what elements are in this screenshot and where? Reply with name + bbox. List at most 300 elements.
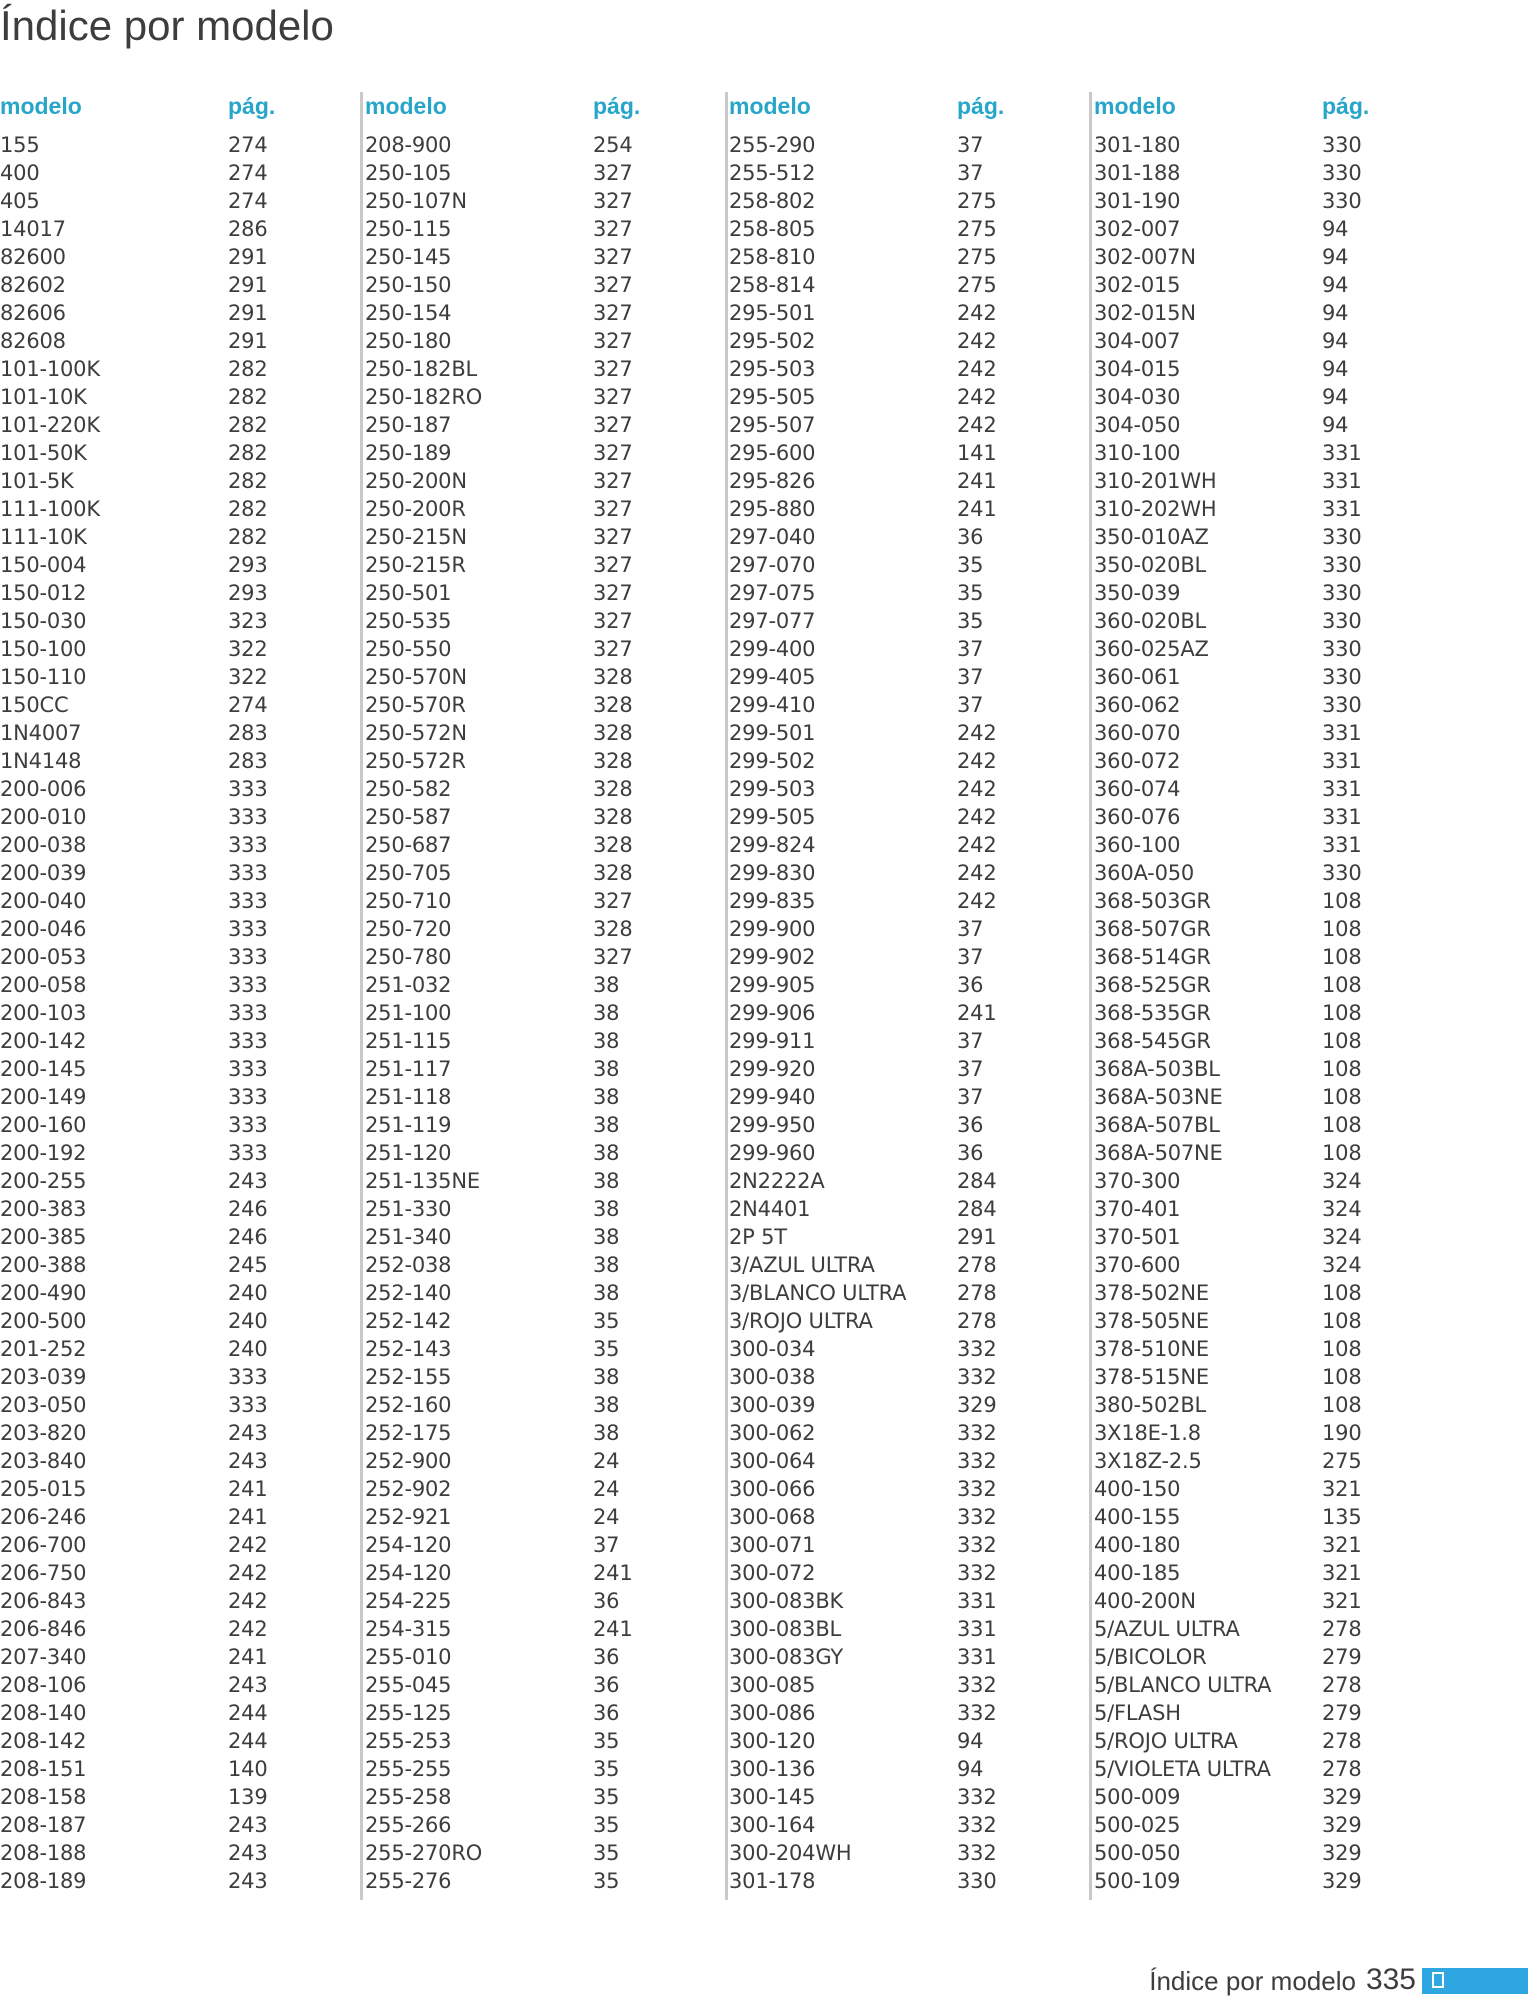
page-ref: 332 (957, 1673, 997, 1697)
page-ref: 330 (1322, 133, 1362, 157)
page-ref: 286 (228, 217, 268, 241)
model-code: 200-053 (0, 945, 87, 969)
index-row (1094, 383, 1454, 411)
index-row (729, 327, 1089, 355)
page-ref: 245 (228, 1253, 268, 1277)
index-row (1094, 271, 1454, 299)
page-ref: 333 (228, 1001, 268, 1025)
page-ref: 37 (957, 1057, 984, 1081)
model-code: 251-115 (365, 1029, 452, 1053)
page-ref: 241 (593, 1617, 633, 1641)
index-row (0, 1139, 360, 1167)
page-ref: 108 (1322, 1057, 1362, 1081)
model-code: 150CC (0, 693, 69, 717)
model-code: 300-068 (729, 1505, 816, 1529)
index-row (0, 1559, 360, 1587)
page-ref: 332 (957, 1785, 997, 1809)
index-row (1094, 551, 1454, 579)
model-code: 208-151 (0, 1757, 87, 1781)
model-code: 250-570R (365, 693, 466, 717)
page-ref: 94 (957, 1729, 984, 1753)
index-row (729, 355, 1089, 383)
index-row (365, 1307, 725, 1335)
model-code: 360-062 (1094, 693, 1181, 717)
index-row (1094, 1531, 1454, 1559)
index-row (0, 1335, 360, 1363)
page-ref: 331 (1322, 721, 1362, 745)
page-ref: 328 (593, 665, 633, 689)
page-ref: 332 (957, 1841, 997, 1865)
page-ref: 108 (1322, 1141, 1362, 1165)
model-code: 250-215N (365, 525, 467, 549)
index-row (365, 1867, 725, 1895)
page-ref: 327 (593, 945, 633, 969)
page-ref: 333 (228, 1085, 268, 1109)
model-code: 300-145 (729, 1785, 816, 1809)
index-row (0, 1083, 360, 1111)
page-ref: 321 (1322, 1589, 1362, 1613)
model-code: 101-100K (0, 357, 100, 381)
index-row (365, 831, 725, 859)
page-ref: 327 (593, 189, 633, 213)
page-ref: 141 (957, 441, 997, 465)
model-code: 14017 (0, 217, 66, 241)
page-ref: 327 (593, 301, 633, 325)
index-row (365, 1027, 725, 1055)
index-row (1094, 1419, 1454, 1447)
model-code: 111-10K (0, 525, 87, 549)
index-row (0, 355, 360, 383)
model-code: 400 (0, 161, 40, 185)
page-ref: 332 (957, 1421, 997, 1445)
index-row (1094, 607, 1454, 635)
model-code: 368A-507BL (1094, 1113, 1220, 1137)
page-ref: 242 (957, 833, 997, 857)
page-ref: 242 (957, 861, 997, 885)
index-row (0, 1419, 360, 1447)
page-ref: 329 (1322, 1841, 1362, 1865)
model-code: 400-200N (1094, 1589, 1196, 1613)
index-row (729, 1223, 1089, 1251)
model-code: 300-072 (729, 1561, 816, 1585)
page-ref: 108 (1322, 917, 1362, 941)
index-row (1094, 635, 1454, 663)
index-row (1094, 887, 1454, 915)
page-ref: 38 (593, 1421, 620, 1445)
index-row (729, 159, 1089, 187)
model-code: 400-155 (1094, 1505, 1181, 1529)
index-row (365, 663, 725, 691)
index-row (0, 411, 360, 439)
model-code: 255-255 (365, 1757, 452, 1781)
index-row (365, 887, 725, 915)
page-ref: 333 (228, 1365, 268, 1389)
page-ref: 275 (1322, 1449, 1362, 1473)
model-code: 205-015 (0, 1477, 87, 1501)
index-row (0, 1727, 360, 1755)
model-code: 297-070 (729, 553, 816, 577)
index-row (365, 1111, 725, 1139)
index-row (365, 467, 725, 495)
model-code: 254-120 (365, 1533, 452, 1557)
model-code: 295-826 (729, 469, 816, 493)
page-ref: 282 (228, 413, 268, 437)
index-row (1094, 1363, 1454, 1391)
index-row (0, 187, 360, 215)
index-row (0, 831, 360, 859)
page-ref: 243 (228, 1169, 268, 1193)
index-row (1094, 1279, 1454, 1307)
model-code: 252-155 (365, 1365, 452, 1389)
model-code: 251-340 (365, 1225, 452, 1249)
index-row (0, 1867, 360, 1895)
page-ref: 108 (1322, 889, 1362, 913)
page-ref: 330 (1322, 693, 1362, 717)
page-ref: 38 (593, 1057, 620, 1081)
index-row (0, 1475, 360, 1503)
page-ref: 243 (228, 1421, 268, 1445)
model-code: 310-202WH (1094, 497, 1217, 521)
model-code: 251-135NE (365, 1169, 480, 1193)
page-ref: 282 (228, 441, 268, 465)
index-row (729, 1839, 1089, 1867)
index-row (1094, 1027, 1454, 1055)
index-row (1094, 1083, 1454, 1111)
index-row (365, 691, 725, 719)
page-ref: 332 (957, 1701, 997, 1725)
page-ref: 330 (1322, 861, 1362, 885)
model-code: 255-512 (729, 161, 816, 185)
page-ref: 284 (957, 1169, 997, 1193)
page-ref: 324 (1322, 1169, 1362, 1193)
model-code: 2N2222A (729, 1169, 825, 1193)
model-code: 2P 5T (729, 1225, 787, 1249)
model-code: 299-900 (729, 917, 816, 941)
page-ref: 38 (593, 973, 620, 997)
page-ref: 94 (1322, 245, 1349, 269)
index-row (1094, 1307, 1454, 1335)
page-ref: 331 (1322, 441, 1362, 465)
index-row (729, 1111, 1089, 1139)
model-code: 255-010 (365, 1645, 452, 1669)
index-row (729, 1419, 1089, 1447)
index-row (0, 943, 360, 971)
model-code: 295-507 (729, 413, 816, 437)
index-column (0, 92, 363, 1900)
index-row (0, 1111, 360, 1139)
page-ref: 278 (1322, 1617, 1362, 1641)
page-ref: 36 (957, 973, 984, 997)
header-model: modelo (1094, 93, 1176, 119)
page-ref: 35 (957, 609, 984, 633)
model-code: 295-501 (729, 301, 816, 325)
index-list (0, 131, 360, 1895)
model-code: 360-074 (1094, 777, 1181, 801)
index-row (0, 1195, 360, 1223)
page-ref: 333 (228, 973, 268, 997)
index-row (1094, 1783, 1454, 1811)
model-code: 250-187 (365, 413, 452, 437)
page-ref: 329 (1322, 1813, 1362, 1837)
page-ref: 333 (228, 1141, 268, 1165)
index-row (365, 383, 725, 411)
column-header (365, 92, 725, 120)
page-ref: 242 (228, 1561, 268, 1585)
model-code: 258-802 (729, 189, 816, 213)
index-row (729, 1559, 1089, 1587)
page-ref: 327 (593, 245, 633, 269)
index-row (1094, 943, 1454, 971)
page-ref: 327 (593, 385, 633, 409)
model-code: 1N4007 (0, 721, 82, 745)
index-row (1094, 1587, 1454, 1615)
index-row (1094, 1839, 1454, 1867)
page-ref: 327 (593, 889, 633, 913)
index-row (365, 495, 725, 523)
model-code: 206-750 (0, 1561, 87, 1585)
model-code: 299-400 (729, 637, 816, 661)
footer-section-tab (1422, 1968, 1528, 1994)
page-ref: 328 (593, 917, 633, 941)
model-code: 250-687 (365, 833, 452, 857)
page-ref: 331 (1322, 777, 1362, 801)
page-ref: 282 (228, 525, 268, 549)
page-ref: 242 (228, 1617, 268, 1641)
index-row (729, 1083, 1089, 1111)
page-ref: 333 (228, 889, 268, 913)
page-ref: 275 (957, 189, 997, 213)
page-ref: 241 (957, 469, 997, 493)
model-code: 250-535 (365, 609, 452, 633)
model-code: 200-149 (0, 1085, 87, 1109)
index-row (365, 355, 725, 383)
model-code: 300-064 (729, 1449, 816, 1473)
index-row (1094, 1811, 1454, 1839)
page-ref: 242 (957, 889, 997, 913)
page-ref: 330 (1322, 189, 1362, 213)
index-row (729, 1027, 1089, 1055)
page-ref: 329 (957, 1393, 997, 1417)
page-ref: 36 (957, 1113, 984, 1137)
index-row (365, 943, 725, 971)
page-ref: 332 (957, 1449, 997, 1473)
page-ref: 333 (228, 1029, 268, 1053)
page-ref: 324 (1322, 1197, 1362, 1221)
model-code: 300-136 (729, 1757, 816, 1781)
model-code: 258-805 (729, 217, 816, 241)
page-ref: 328 (593, 805, 633, 829)
page-ref: 38 (593, 1197, 620, 1221)
index-row (729, 1055, 1089, 1083)
model-code: 200-388 (0, 1253, 87, 1277)
index-row (365, 1559, 725, 1587)
model-code: 200-010 (0, 805, 87, 829)
index-row (729, 691, 1089, 719)
page-ref: 243 (228, 1841, 268, 1865)
model-code: 368-525GR (1094, 973, 1211, 997)
page-ref: 322 (228, 637, 268, 661)
model-code: 208-158 (0, 1785, 87, 1809)
index-row (1094, 467, 1454, 495)
index-row (365, 1783, 725, 1811)
page-ref: 38 (593, 1365, 620, 1389)
model-code: 5/BICOLOR (1094, 1645, 1207, 1669)
index-row (0, 1447, 360, 1475)
index-row (1094, 327, 1454, 355)
page-ref: 35 (593, 1869, 620, 1893)
model-code: 304-007 (1094, 329, 1181, 353)
index-row (0, 859, 360, 887)
header-page: pág. (957, 93, 1005, 119)
page-ref: 37 (957, 665, 984, 689)
model-code: 301-190 (1094, 189, 1181, 213)
page-ref: 242 (957, 301, 997, 325)
index-row (365, 1503, 725, 1531)
model-code: 368-503GR (1094, 889, 1211, 913)
index-row (365, 1531, 725, 1559)
index-column (729, 92, 1092, 1900)
index-row (0, 1363, 360, 1391)
index-row (1094, 1167, 1454, 1195)
page-ref: 38 (593, 1113, 620, 1137)
model-code: 250-215R (365, 553, 466, 577)
model-code: 300-038 (729, 1365, 816, 1389)
index-row (365, 411, 725, 439)
model-code: 360A-050 (1094, 861, 1195, 885)
model-code: 250-572R (365, 749, 466, 773)
index-row (729, 1503, 1089, 1531)
index-row (1094, 243, 1454, 271)
page-ref: 241 (228, 1477, 268, 1501)
index-row (0, 1811, 360, 1839)
index-row (729, 831, 1089, 859)
model-code: 250-107N (365, 189, 467, 213)
index-row (1094, 1055, 1454, 1083)
model-code: 368-535GR (1094, 1001, 1211, 1025)
model-code: 378-510NE (1094, 1337, 1209, 1361)
page-ref: 37 (957, 161, 984, 185)
index-row (729, 1643, 1089, 1671)
index-row (0, 1839, 360, 1867)
index-row (1094, 495, 1454, 523)
model-code: 405 (0, 189, 40, 213)
page-ref: 108 (1322, 1337, 1362, 1361)
index-row (729, 1279, 1089, 1307)
model-code: 300-204WH (729, 1841, 852, 1865)
model-code: 299-960 (729, 1141, 816, 1165)
model-code: 208-142 (0, 1729, 87, 1753)
page-ref: 37 (957, 133, 984, 157)
column-header (0, 92, 360, 120)
page-ref: 331 (1322, 497, 1362, 521)
page-ref: 254 (593, 133, 633, 157)
page-ref: 274 (228, 189, 268, 213)
index-row (1094, 831, 1454, 859)
model-code: 208-187 (0, 1813, 87, 1837)
page-ref: 328 (593, 693, 633, 717)
index-row (729, 131, 1089, 159)
page-ref: 293 (228, 553, 268, 577)
model-code: 250-150 (365, 273, 452, 297)
page-ref: 94 (1322, 413, 1349, 437)
page-ref: 282 (228, 357, 268, 381)
index-row (365, 271, 725, 299)
index-row (0, 1699, 360, 1727)
model-code: 310-100 (1094, 441, 1181, 465)
model-code: 302-007 (1094, 217, 1181, 241)
index-row (365, 131, 725, 159)
index-row (729, 467, 1089, 495)
page-ref: 333 (228, 917, 268, 941)
model-code: 207-340 (0, 1645, 87, 1669)
index-row (729, 1615, 1089, 1643)
model-code: 5/FLASH (1094, 1701, 1181, 1725)
model-code: 101-5K (0, 469, 74, 493)
model-code: 250-105 (365, 161, 452, 185)
header-page: pág. (228, 93, 276, 119)
model-code: 252-142 (365, 1309, 452, 1333)
page-ref: 291 (228, 329, 268, 353)
model-code: 251-032 (365, 973, 452, 997)
index-row (729, 803, 1089, 831)
page-ref: 329 (1322, 1785, 1362, 1809)
index-row (729, 1811, 1089, 1839)
model-code: 360-020BL (1094, 609, 1207, 633)
page-ref: 330 (1322, 161, 1362, 185)
page-ref: 35 (593, 1785, 620, 1809)
index-row (0, 551, 360, 579)
page-ref: 140 (228, 1757, 268, 1781)
page-ref: 139 (228, 1785, 268, 1809)
page-ref: 190 (1322, 1421, 1362, 1445)
page-ref: 108 (1322, 1029, 1362, 1053)
page-ref: 241 (593, 1561, 633, 1585)
model-code: 368A-507NE (1094, 1141, 1223, 1165)
page-ref: 240 (228, 1309, 268, 1333)
index-row (729, 887, 1089, 915)
model-code: 299-830 (729, 861, 816, 885)
model-code: 299-905 (729, 973, 816, 997)
model-code: 300-071 (729, 1533, 816, 1557)
page-ref: 327 (593, 553, 633, 577)
page-ref: 327 (593, 217, 633, 241)
page-ref: 246 (228, 1197, 268, 1221)
index-row (365, 243, 725, 271)
model-code: 360-025AZ (1094, 637, 1209, 661)
index-row (0, 663, 360, 691)
model-code: 250-501 (365, 581, 452, 605)
model-code: 255-253 (365, 1729, 452, 1753)
page-ref: 244 (228, 1729, 268, 1753)
page-ref: 328 (593, 833, 633, 857)
page-ref: 278 (1322, 1673, 1362, 1697)
index-row (1094, 439, 1454, 467)
model-code: 368-514GR (1094, 945, 1211, 969)
index-row (365, 579, 725, 607)
index-row (365, 999, 725, 1027)
model-code: 250-182RO (365, 385, 483, 409)
model-code: 370-501 (1094, 1225, 1181, 1249)
model-code: 295-502 (729, 329, 816, 353)
page-ref: 36 (957, 525, 984, 549)
model-code: 370-300 (1094, 1169, 1181, 1193)
page-ref: 279 (1322, 1645, 1362, 1669)
page-ref: 108 (1322, 1113, 1362, 1137)
index-row (365, 1615, 725, 1643)
index-row (0, 887, 360, 915)
model-code: 368A-503NE (1094, 1085, 1223, 1109)
index-row (0, 523, 360, 551)
